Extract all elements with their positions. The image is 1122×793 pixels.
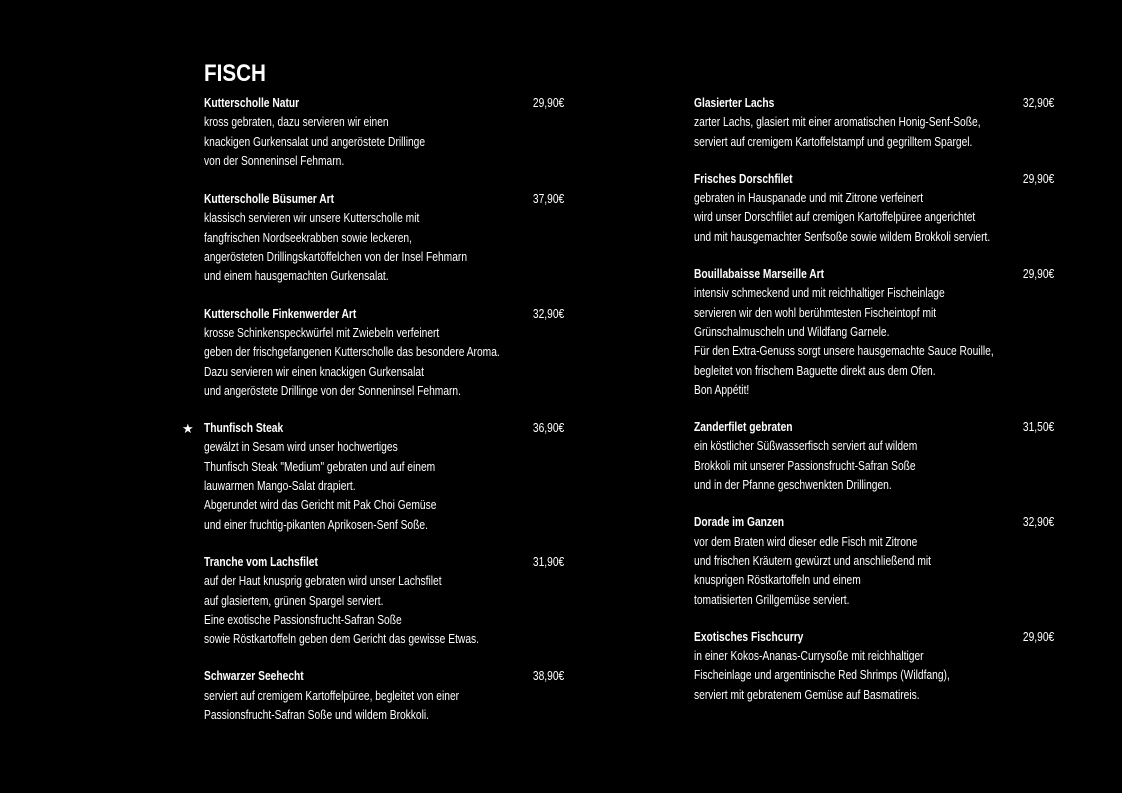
menu-item xyxy=(204,190,564,286)
menu-item xyxy=(694,628,1054,705)
menu-item-name: Glasierter Lachs xyxy=(694,96,775,110)
menu-item-description: gebraten in Hauspanade und mit Zitrone verfeinert wird unser Dorschfilet auf cremigen Kartoffelpüree angerichtet und mit hausgemachter Senfsoße sowie wildem Brokkoli serviert. xyxy=(694,191,991,244)
menu-item-price: 31,90€ xyxy=(532,554,564,569)
menu-item-description: vor dem Braten wird dieser edle Fisch mit Zitrone und frischen Kräutern gewürzt und anschließend mit knusprigen Röstkartoffeln und einem tomatisierten Grillgemüse serviert. xyxy=(694,534,932,607)
menu-item-header xyxy=(694,418,1054,437)
menu-item-price: 37,90€ xyxy=(532,192,564,207)
menu-item xyxy=(694,265,1054,400)
menu-item-name: Schwarzer Seehecht xyxy=(204,669,304,684)
menu-item-header xyxy=(694,628,1054,647)
menu-item-price: 32,90€ xyxy=(1022,96,1054,110)
menu-item-name: Tranche vom Lachsfilet xyxy=(204,554,318,569)
menu-item-price: 29,90€ xyxy=(1022,629,1054,644)
menu-item xyxy=(694,94,1054,152)
menu-column-left xyxy=(182,94,564,725)
menu-item-header xyxy=(204,667,564,686)
menu-item-description: in einer Kokos-Ananas-Currysoße mit reichhaltiger Fischeinlage und argentinische Red Shrimps (Wildfang), serviert mit gebratenem Gemüse auf Basmatireis. xyxy=(694,649,950,702)
menu-item-name: Bouillabaisse Marseille Art xyxy=(694,267,825,282)
menu-item-header xyxy=(204,305,564,324)
menu-item-header xyxy=(694,513,1054,532)
menu-item-description: auf der Haut knusprig gebraten wird unser Lachsfilet auf glasiertem, grünen Spargel serviert. Eine exotische Passionsfrucht-Safran Soße sowie Röstkartoffeln geben dem Gericht das gewisse Etwas. xyxy=(204,574,479,647)
menu-item xyxy=(694,170,1054,247)
menu-item-description: zarter Lachs, glasiert mit einer aromatischen Honig-Senf-Soße, serviert auf cremigem Kartoffelstampf und gegrilltem Spargel. xyxy=(694,115,981,149)
menu-item-name: Kutterscholle Büsumer Art xyxy=(204,192,335,207)
menu-item-description: intensiv schmeckend und mit reichhaltiger Fischeinlage servieren wir den wohl berühmtesten Fischeintopf mit Grünschalmuscheln und Wildfang Garnele. Für den Extra-Genuss sorgt unsere hausgemachte Sauce Rouille, begleitet von frischem Baguette direkt aus dem Ofen. Bon Appétit! xyxy=(694,286,994,397)
menu-item xyxy=(204,667,564,725)
menu-item-price: 29,90€ xyxy=(1022,267,1054,282)
menu-item-description: ein köstlicher Süßwasserfisch serviert auf wildem Brokkoli mit unserer Passionsfrucht-Safran Soße und in der Pfanne geschwenkten Drillingen. xyxy=(694,439,918,493)
menu-item xyxy=(204,305,564,401)
menu-item-price: 29,90€ xyxy=(532,96,564,110)
menu-item-header xyxy=(204,553,564,572)
menu-item xyxy=(694,418,1054,495)
menu-item xyxy=(694,513,1054,609)
menu-item-name: Exotisches Fischcurry xyxy=(694,629,804,644)
menu-item-price: 32,90€ xyxy=(532,306,564,321)
menu-item-header xyxy=(204,419,564,438)
menu-item-description: kross gebraten, dazu servieren wir einen knackigen Gurkensalat und angeröstete Drillinge von der Sonneninsel Fehmarn. xyxy=(204,115,426,168)
menu-item-name: Thunfisch Steak xyxy=(204,421,284,436)
menu-item-name: Kutterscholle Finkenwerder Art xyxy=(204,306,357,321)
menu-item-header xyxy=(204,94,564,113)
menu-item-name: Frisches Dorschfilet xyxy=(694,171,793,186)
menu-item-header xyxy=(694,94,1054,113)
menu-item xyxy=(204,553,564,649)
menu-item-price: 32,90€ xyxy=(1022,515,1054,530)
menu-item-header xyxy=(694,170,1054,189)
menu-item xyxy=(204,94,564,171)
menu-item-description: gewälzt in Sesam wird unser hochwertiges Thunfisch Steak "Medium" gebraten und auf einem lauwarmen Mango-Salat drapiert. Abgerundet wird das Gericht mit Pak Choi Gemüse und einer fruchtig-pikanten Aprikosen-Senf Soße. xyxy=(204,440,437,532)
menu-item-price: 38,90€ xyxy=(532,669,564,684)
menu-item-price: 36,90€ xyxy=(532,421,564,436)
menu-item-price: 31,50€ xyxy=(1022,420,1054,435)
star-icon: ★ xyxy=(182,421,194,437)
menu-item-name: Zanderfilet gebraten xyxy=(694,420,793,435)
menu-item-header xyxy=(204,190,564,209)
menu-item-header xyxy=(694,265,1054,284)
menu-item-price: 29,90€ xyxy=(1022,171,1054,186)
menu-column-right xyxy=(694,94,1054,705)
menu-item-recommended xyxy=(182,419,564,535)
menu-item-name: Kutterscholle Natur xyxy=(204,96,300,110)
menu-item-description: serviert auf cremigem Kartoffelpüree, begleitet von einer Passionsfrucht-Safran Soße und wildem Brokkoli. xyxy=(204,688,460,723)
menu-item-description: krosse Schinkenspeckwürfel mit Zwiebeln verfeinert geben der frischgefangenen Kutterscholle das besondere Aroma. Dazu servieren wir einen knackigen Gurkensalat und angeröstete Drillinge von der Sonneninsel Fehmarn. xyxy=(204,325,500,398)
section-title: FISCH xyxy=(204,60,266,87)
menu-item-description: klassisch servieren wir unsere Kutterscholle mit fangfrischen Nordseekrabben sowie leckeren, angerösteten Drillingskartöffelchen von der Insel Fehmarn und einem hausgemachten Gurkensalat. xyxy=(204,211,468,284)
menu-item-name: Dorade im Ganzen xyxy=(694,515,784,530)
